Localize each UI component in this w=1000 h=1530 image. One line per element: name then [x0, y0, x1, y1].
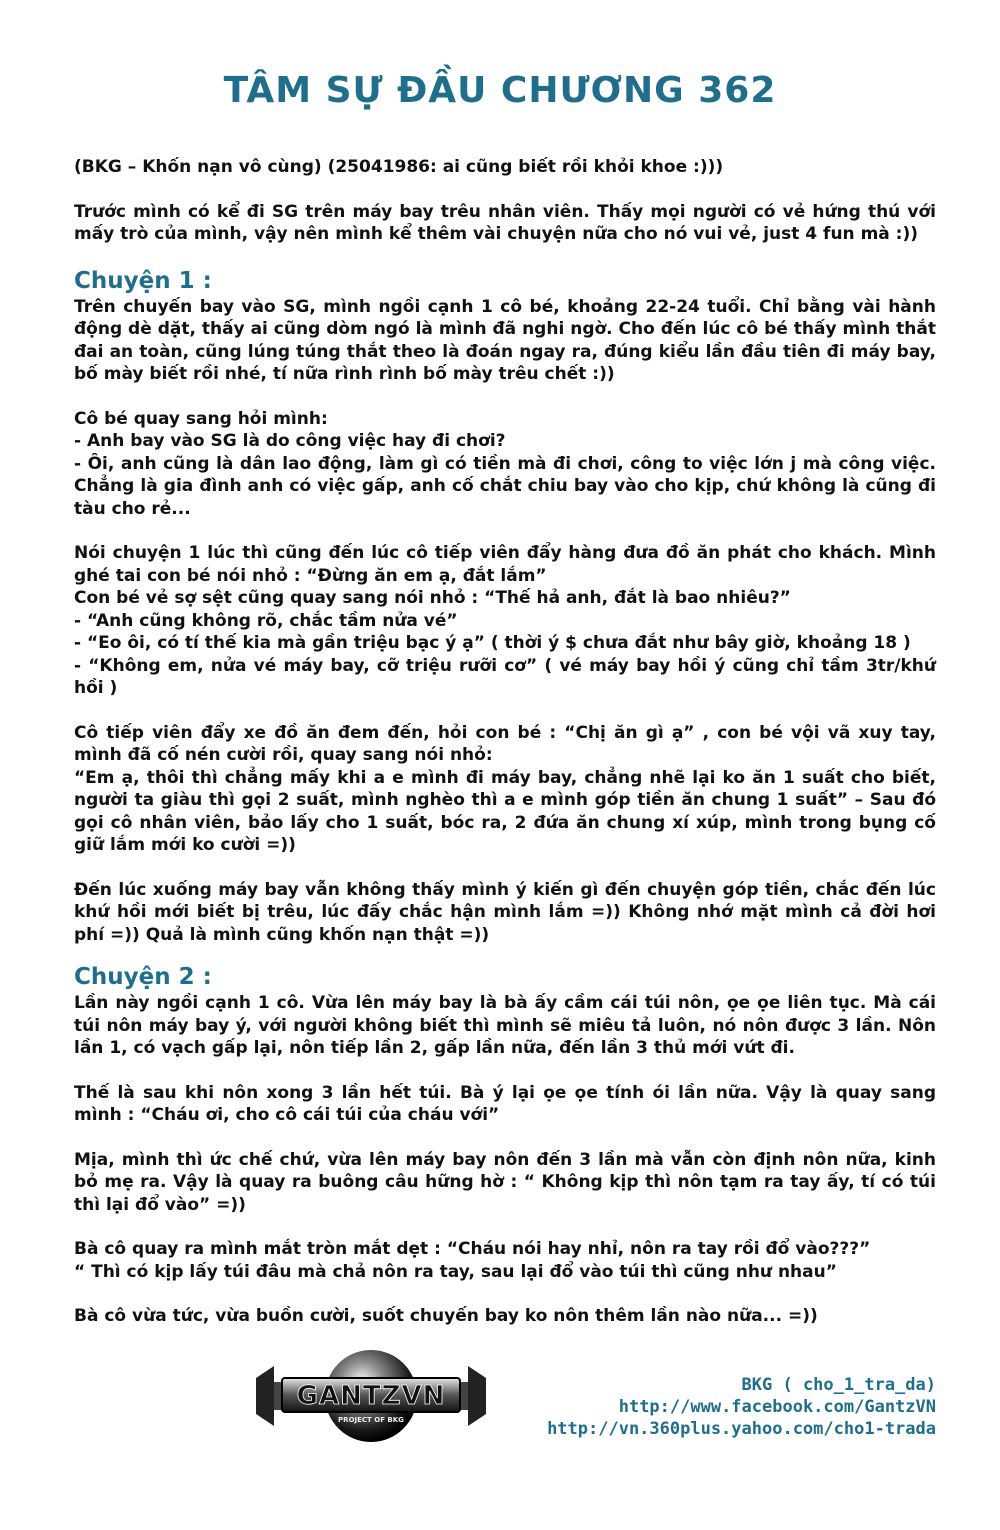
dialogue-line: “Em ạ, thôi thì chẳng mấy khi a e mình đi máy bay, chẳng nhẽ lại ko ăn 1 suất cho biết, người ta giàu thì gọi 2 suất, mình nghèo thì a e mình góp tiền ăn chung 1 suất” – Sau đó gọi cô nhân viên, bảo lấy cho 1 suất, bóc ra, 2 đứa ăn chung xí xúp, mình trong bụng cố giữ lắm mới ko cười =))	[74, 767, 936, 855]
story-1-dialogue	[74, 408, 936, 521]
credits-block	[547, 1374, 936, 1440]
credit-yahoo-link[interactable]: http://vn.360plus.yahoo.com/cho1-trada	[547, 1419, 936, 1439]
byline: (BKG – Khốn nạn vô cùng) (25041986: ai cũng biết rồi khỏi khoe :)))	[74, 157, 724, 177]
dialogue-line: - Anh bay vào SG là do công việc hay đi chơi?	[74, 431, 506, 451]
story-1-dialogue	[74, 722, 936, 857]
credit-author: BKG ( cho_1_tra_da)	[741, 1375, 936, 1395]
dialogue-line: Cô tiếp viên đẩy xe đồ ăn đem đến, hỏi con bé : “Chị ăn gì ạ” , con bé vội vã xuy tay, mình đã cố nén cười rồi, quay sang nói nhỏ:	[74, 722, 936, 765]
dialogue-line: “ Thì có kịp lấy túi đâu mà chả nôn ra tay, sau lại đổ vào túi thì cũng như nhau”	[74, 1261, 837, 1282]
story-2-paragraph: Bà cô vừa tức, vừa buồn cười, suốt chuyến bay ko nôn thêm lần nào nữa... =))	[74, 1306, 818, 1326]
story-1-paragraph: Đến lúc xuống máy bay vẫn không thấy mình ý kiến gì đến chuyện góp tiền, chắc đến lúc khứ hồi mới biết bị trêu, lúc đấy chắc hận mình lắm =)) Không nhớ mặt mình cả đời hơi phí =)) Quả là mình cũng khốn nạn thật =))	[74, 879, 936, 945]
story-2-heading: Chuyện 2 :	[74, 964, 212, 990]
credit-facebook-link[interactable]: http://www.facebook.com/GantzVN	[618, 1397, 936, 1417]
dialogue-line: - “Eo ôi, có tí thế kia mà gần triệu bạc ý ạ” ( thời ý $ chưa đắt như bây giờ, khoảng 18 )	[74, 633, 911, 653]
dialogue-line: - “Không em, nửa vé máy bay, cỡ triệu rưỡi cơ” ( vé máy bay hồi ý cũng chỉ tầm 3tr/khứ hồi )	[74, 655, 936, 698]
gantzvn-logo	[252, 1348, 490, 1444]
story-2-paragraph: Lần này ngồi cạnh 1 cô. Vừa lên máy bay là bà ấy cầm cái túi nôn, ọe ọe liên tục. Mà cái túi nôn máy bay ý, với người không biết thì mình sẽ miêu tả luôn, nó nôn được 3 lần. Nôn lần 1, có vạch gấp lại, nôn tiếp lần 2, gấp lần nữa, đến lần 3 thủ mới vứt đi.	[74, 993, 936, 1058]
dialogue-line: Cô bé quay sang hỏi mình:	[74, 408, 328, 429]
story-2-paragraph: Thế là sau khi nôn xong 3 lần hết túi. Bà ý lại ọe ọe tính ói lần nữa. Vậy là quay sang mình : “Cháu ơi, cho cô cái túi của cháu với”	[74, 1082, 936, 1125]
logo-subtitle: PROJECT OF BKG	[338, 1416, 404, 1424]
dialogue-line: Bà cô quay ra mình mắt tròn mắt dẹt : “Cháu nói hay nhỉ, nôn ra tay rồi đổ vào???”	[74, 1239, 871, 1259]
dialogue-line: - “Anh cũng không rõ, chắc tầm nửa vé”	[74, 610, 458, 631]
logo-wordmark: GANTZVN	[296, 1381, 446, 1411]
dialogue-line: Nói chuyện 1 lúc thì cũng đến lúc cô tiếp viên đẩy hàng đưa đồ ăn phát cho khách. Mình ghé tai con bé nói nhỏ : “Đừng ăn em ạ, đắt lắm”	[74, 543, 936, 586]
article-body	[74, 156, 936, 1350]
story-2-dialogue	[74, 1238, 936, 1283]
lead-paragraph: Trước mình có kể đi SG trên máy bay trêu nhân viên. Thấy mọi người có vẻ hứng thú với mấy trò của mình, vậy nên mình kể thêm vài chuyện nữa cho nó vui vẻ, just 4 fun mà :))	[74, 201, 936, 244]
story-1-dialogue	[74, 542, 936, 700]
dialogue-line: - Ôi, anh cũng là dân lao động, làm gì có tiền mà đi chơi, công to việc lớn j mà công việc. Chẳng là gia đình anh có việc gấp, anh cố chắt chiu bay vào cho kịp, chứ không là cũng đi tàu cho rẻ...	[74, 453, 936, 519]
story-1-paragraph: Trên chuyến bay vào SG, mình ngồi cạnh 1 cô bé, khoảng 22-24 tuổi. Chỉ bằng vài hành động dè dặt, thấy ai cũng dòm ngó là mình đã nghi ngờ. Cho đến lúc cô bé thấy mình thắt đai an toàn, cũng lúng túng thắt theo là đoán ngay ra, đúng kiểu lần đầu tiên đi máy bay, bố mày biết rồi nhé, tí nữa rình rình bố mày trêu chết :))	[74, 296, 936, 384]
story-1-heading: Chuyện 1 :	[74, 267, 212, 294]
dialogue-line: Con bé vẻ sợ sệt cũng quay sang nói nhỏ : “Thế hả anh, đắt là bao nhiêu?”	[74, 588, 791, 608]
page-title: TÂM SỰ ĐẦU CHƯƠNG 362	[223, 70, 777, 111]
story-2-paragraph: Mịa, mình thì ức chế chứ, vừa lên máy bay nôn đến 3 lần mà vẫn còn định nôn nữa, kinh bỏ mẹ ra. Vậy là quay ra buông câu hững hờ : “ Không kịp thì nôn tạm ra tay ấy, tí có túi thì lại đổ vào” =))	[74, 1149, 936, 1215]
